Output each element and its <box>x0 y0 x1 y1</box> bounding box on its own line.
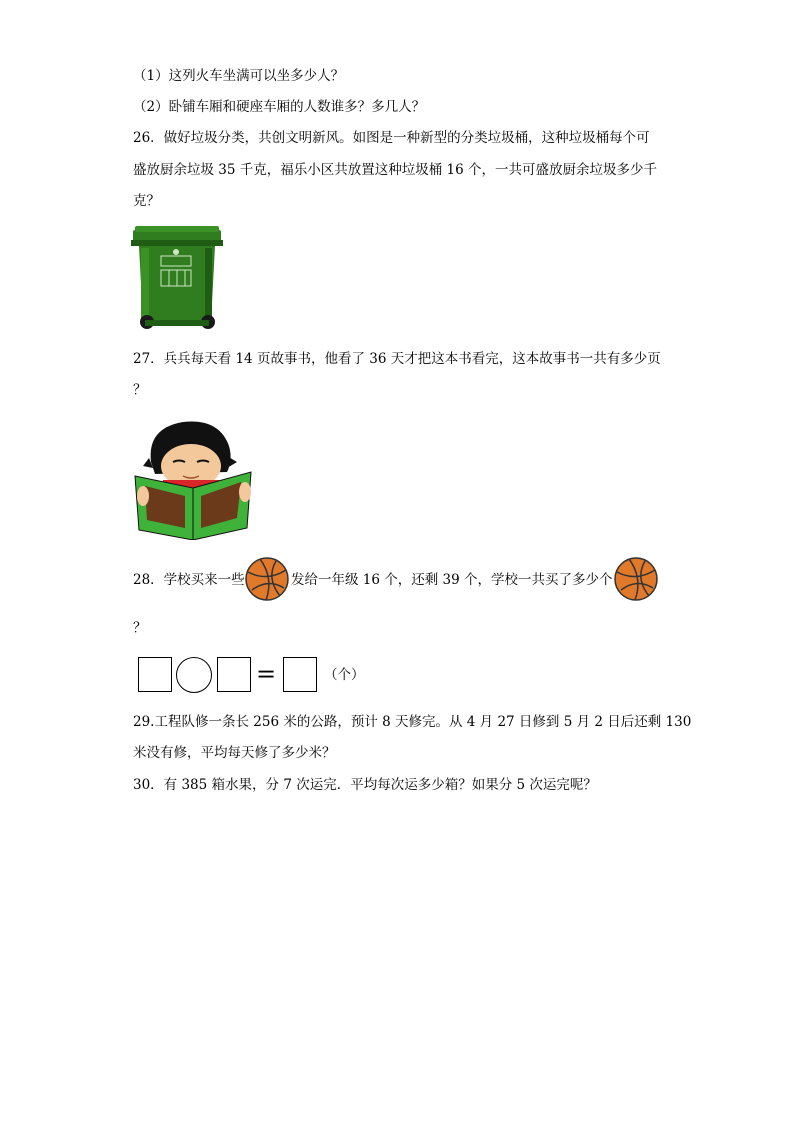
answer-box-1[interactable] <box>138 657 172 692</box>
question-27-line-2: ？ <box>133 382 147 398</box>
question-28-part-2: 发给一年级 16 个，还剩 39 个，学校一共买了多少个 <box>291 572 613 588</box>
question-28-part-3: ？ <box>133 620 147 636</box>
question-26-line-3: 克？ <box>133 193 160 209</box>
basketball-icon <box>613 556 659 602</box>
question-29-line-2: 米没有修，平均每天修了多少米？ <box>133 745 336 761</box>
question-26-line-1: 26．做好垃圾分类，共创文明新风。如图是一种新型的分类垃圾桶，这种垃圾桶每个可 <box>133 130 650 146</box>
equals-sign: = <box>256 660 277 688</box>
question-26-line-2: 盛放厨余垃圾 35 千克，福乐小区共放置这种垃圾桶 16 个，一共可盛放厨余垃圾多少千 <box>133 162 658 178</box>
boy-reading-image <box>133 416 255 540</box>
answer-box-2[interactable] <box>217 657 251 692</box>
question-25-part-2: （2）卧铺车厢和硬座车厢的人数谁多？多几人？ <box>133 99 426 115</box>
operator-circle[interactable] <box>176 657 212 693</box>
question-29-line-1: 29.工程队修一条长 256 米的公路，预计 8 天修完。从 4 月 27 日修到 5 月 2 日后还剩 130 <box>133 714 692 730</box>
question-25-part-1: （1）这列火车坐满可以坐多少人？ <box>133 68 345 84</box>
basketball-icon <box>244 556 290 602</box>
answer-box-result[interactable] <box>283 657 317 692</box>
question-28-part-1: 28．学校买来一些 <box>133 572 245 588</box>
question-30: 30．有 385 箱水果，分 7 次运完．平均每次运多少箱？如果分 5 次运完呢？ <box>133 777 597 793</box>
basketball-image-2 <box>613 556 659 606</box>
garbage-bin-icon <box>131 226 223 330</box>
basketball-image-1 <box>244 556 290 606</box>
garbage-bin-image <box>131 226 223 330</box>
boy-reading-icon <box>133 416 255 540</box>
question-27-line-1: 27．兵兵每天看 14 页故事书，他看了 36 天才把这本书看完，这本故事书一共有多少页 <box>133 351 661 367</box>
unit-label: （个） <box>324 667 365 683</box>
